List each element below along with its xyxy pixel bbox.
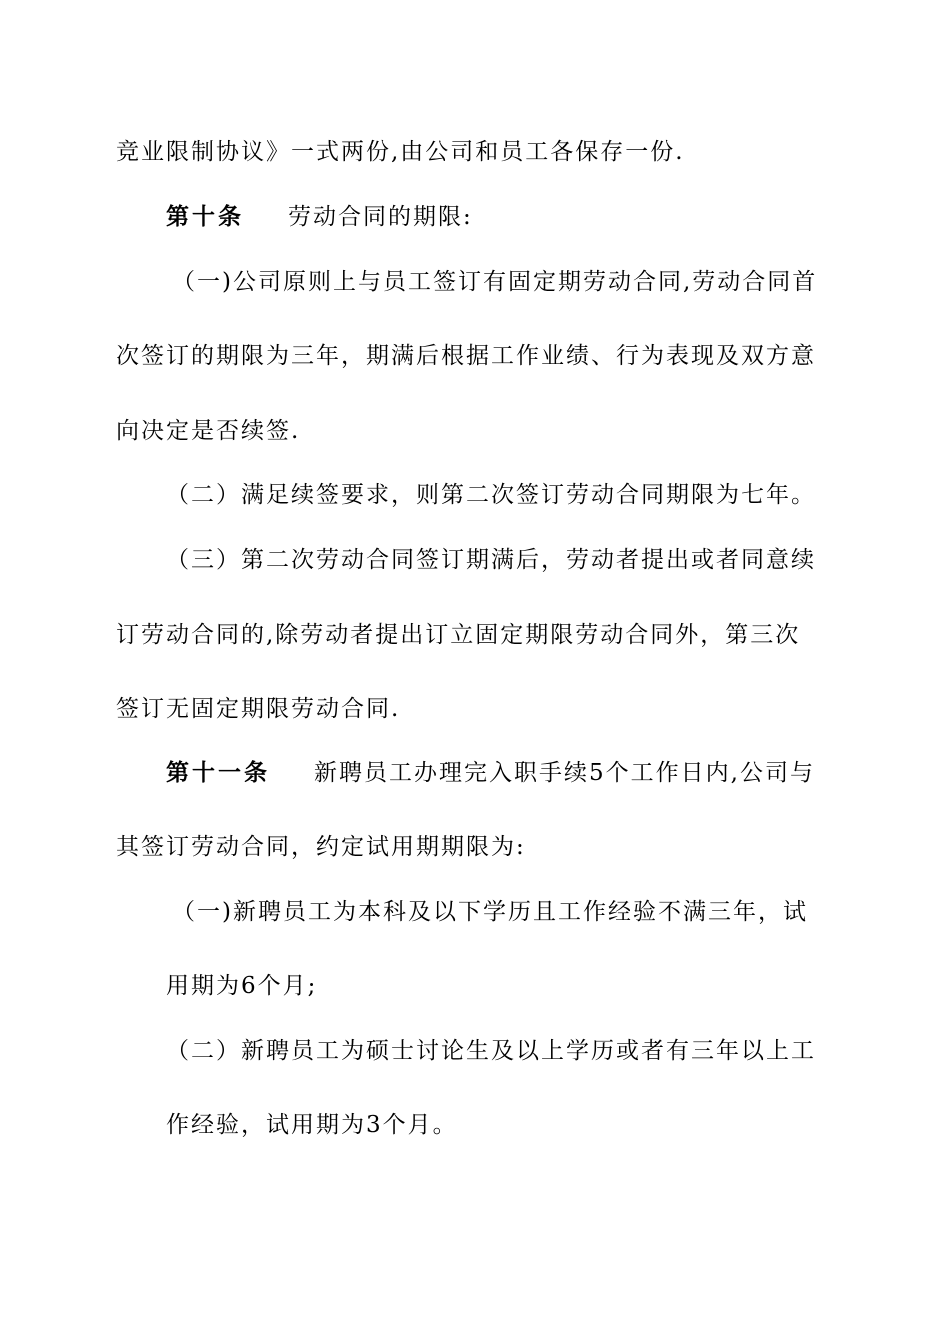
paragraph-line: 签订无固定期限劳动合同. bbox=[116, 696, 401, 722]
article-11-text: 新聘员工办理完入职手续5个工作日内,公司与 bbox=[314, 760, 815, 786]
article-10-heading bbox=[166, 202, 473, 232]
paragraph-line: 向决定是否续签. bbox=[116, 418, 301, 444]
paragraph-line: 其签订劳动合同，约定试用期期限为: bbox=[116, 834, 526, 860]
article-10-title: 第十条 bbox=[166, 203, 244, 230]
article-10-text: 劳动合同的期限: bbox=[288, 204, 473, 230]
paragraph-line: （二）满足续签要求，则第二次签订劳动合同期限为七年。 bbox=[166, 482, 816, 508]
paragraph-line: 竞业限制协议》一式两份,由公司和员工各保存一份. bbox=[116, 139, 685, 165]
paragraph-line: （二）新聘员工为硕士讨论生及以上学历或者有三年以上工 bbox=[166, 1038, 816, 1064]
paragraph-line: 用期为6个月; bbox=[166, 973, 318, 999]
paragraph-line: （三）第二次劳动合同签订期满后，劳动者提出或者同意续 bbox=[166, 547, 816, 573]
paragraph-line: （一)公司原则上与员工签订有固定期劳动合同,劳动合同首 bbox=[172, 269, 818, 295]
article-11-title: 第十一条 bbox=[166, 759, 270, 786]
paragraph-line: 作经验，试用期为3个月。 bbox=[166, 1112, 458, 1138]
paragraph-line: 次签订的期限为三年，期满后根据工作业绩、行为表现及双方意 bbox=[116, 343, 816, 369]
paragraph-line: 订劳动合同的,除劳动者提出订立固定期限劳动合同外，第三次 bbox=[116, 622, 801, 648]
paragraph-line: （一)新聘员工为本科及以下学历且工作经验不满三年，试 bbox=[172, 899, 808, 925]
article-11-heading bbox=[166, 758, 815, 788]
